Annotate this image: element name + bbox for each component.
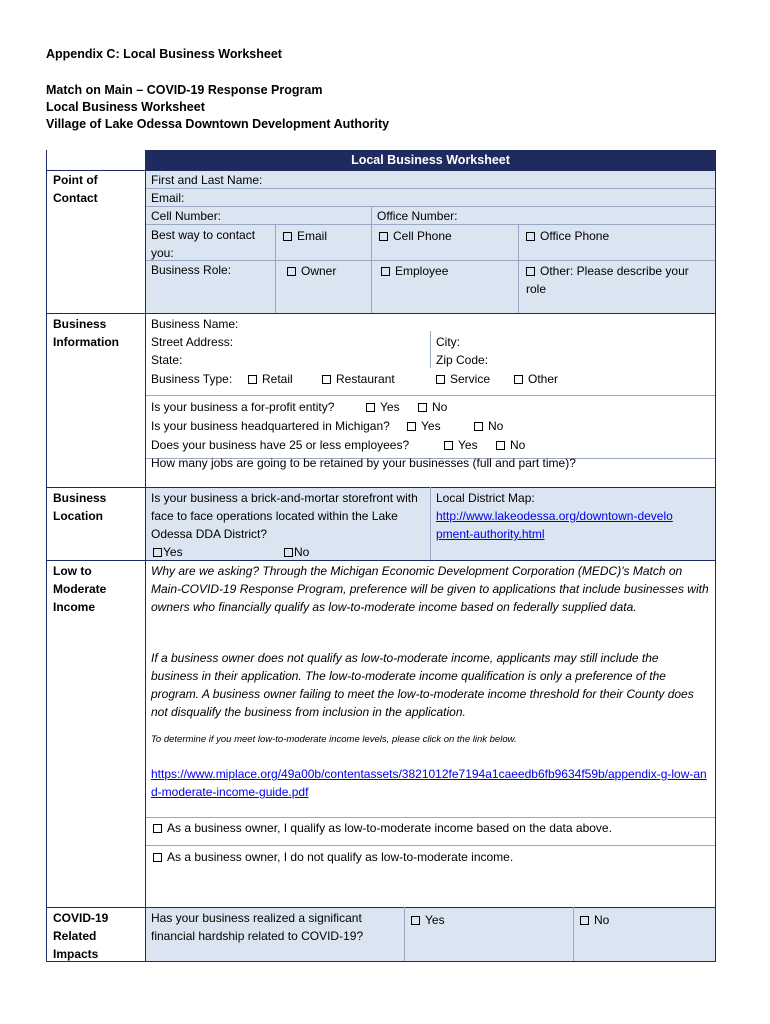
street-label: Street Address: <box>151 335 234 349</box>
income-why-paragraph: Why are we asking? Through the Michigan Economic Development Corporation (MEDC)'s Match on Main-COVID-19 Response Program, preference will be given to applications that include businesses with owners who financially qualify as low-to-moderate income based on federally supplied data. <box>151 564 709 614</box>
grid-line <box>145 817 716 818</box>
authority-title: Village of Lake Odessa Downtown Development Authority <box>46 117 390 131</box>
grid-line <box>46 150 47 962</box>
cell-field-label: Cell Number: <box>151 209 222 223</box>
covid-no[interactable]: No <box>580 911 609 929</box>
grid-line <box>430 487 431 560</box>
best-way-label: Best way to contact you: <box>151 228 256 260</box>
checkbox-icon[interactable] <box>526 232 535 241</box>
covid-label: COVID-19 Related Impacts <box>53 911 109 961</box>
contact-cell-option[interactable]: Cell Phone <box>379 227 452 245</box>
employees-yes[interactable]: Yes <box>444 436 478 454</box>
storefront-no[interactable]: No <box>284 543 309 561</box>
name-field-label: First and Last Name: <box>151 173 263 187</box>
checkbox-icon[interactable] <box>407 422 416 431</box>
checkbox-icon[interactable] <box>379 232 388 241</box>
checkbox-icon[interactable] <box>283 232 292 241</box>
checkbox-icon[interactable] <box>153 548 162 557</box>
profit-yes[interactable]: Yes <box>366 398 400 416</box>
profit-question: Is your business a for-profit entity? <box>151 400 335 414</box>
checkbox-icon[interactable] <box>153 824 162 833</box>
role-label: Business Role: <box>151 263 232 277</box>
covid-question: Has your business realized a significant financial hardship related to COVID-19? <box>151 911 364 943</box>
checkbox-icon[interactable] <box>322 375 331 384</box>
map-link-text[interactable]: http://www.lakeodessa.org/downtown-development-authority.html <box>436 509 673 541</box>
checkbox-icon[interactable] <box>366 403 375 412</box>
role-owner-option[interactable]: Owner <box>287 262 336 280</box>
income-guide-link[interactable] <box>151 765 711 801</box>
checkbox-icon[interactable] <box>381 267 390 276</box>
covid-yes[interactable]: Yes <box>411 911 445 929</box>
not-qualify-option[interactable]: As a business owner, I do not qualify as low-to-moderate income. <box>153 848 513 866</box>
contact-office-option[interactable]: Office Phone <box>526 227 609 245</box>
grid-line <box>404 907 405 961</box>
business-label: Business Information <box>53 317 119 349</box>
income-note: To determine if you meet low-to-moderate income levels, please click on the link below. <box>151 734 517 745</box>
grid-line <box>46 907 716 908</box>
type-service-option[interactable]: Service <box>436 370 490 388</box>
zip-label: Zip Code: <box>436 353 489 367</box>
grid-line <box>46 487 716 488</box>
jobs-question: How many jobs are going to be retained by your businesses (full and part time)? <box>151 456 576 470</box>
state-label: State: <box>151 353 183 367</box>
checkbox-icon[interactable] <box>284 548 293 557</box>
business-name-label: Business Name: <box>151 317 239 331</box>
checkbox-icon[interactable] <box>526 267 535 276</box>
office-field-label: Office Number: <box>377 209 458 223</box>
checkbox-icon[interactable] <box>436 375 445 384</box>
employees-no[interactable]: No <box>496 436 525 454</box>
email-field-label: Email: <box>151 191 185 205</box>
checkbox-icon[interactable] <box>411 916 420 925</box>
michigan-question: Is your business headquartered in Michigan? <box>151 419 390 433</box>
grid-line <box>715 150 716 962</box>
grid-line <box>46 961 716 962</box>
storefront-yes[interactable]: Yes <box>153 543 183 561</box>
map-link[interactable] <box>436 507 676 543</box>
storefront-question: Is your business a brick-and-mortar storefront with face to face operations located within the Lake Odessa DDA District? <box>151 491 418 541</box>
grid-line <box>145 845 716 846</box>
table-title: Local Business Worksheet <box>145 150 716 170</box>
checkbox-icon[interactable] <box>514 375 523 384</box>
checkbox-icon[interactable] <box>444 441 453 450</box>
grid-line <box>46 313 716 314</box>
grid-line <box>573 907 574 961</box>
worksheet-title: Local Business Worksheet <box>46 100 205 114</box>
appendix-title: Appendix C: Local Business Worksheet <box>46 47 282 61</box>
grid-line <box>371 206 372 313</box>
qualify-option[interactable]: As a business owner, I qualify as low-to-moderate income based on the data above. <box>153 819 612 837</box>
checkbox-icon[interactable] <box>287 267 296 276</box>
checkbox-icon[interactable] <box>153 853 162 862</box>
michigan-yes[interactable]: Yes <box>407 417 441 435</box>
location-label: Business Location <box>53 491 107 523</box>
contact-label: Point of Contact <box>53 173 98 205</box>
role-employee-option[interactable]: Employee <box>381 262 448 280</box>
checkbox-icon[interactable] <box>474 422 483 431</box>
income-preference-paragraph: If a business owner does not qualify as low-to-moderate income, applicants may still include the business in their application. The low-to-moderate income qualification is only a preference of the program. A business owner failing to meet the low-to-moderate income threshold for their County does not disqualify the business from inclusion in the application. <box>151 651 694 719</box>
grid-line <box>46 560 146 561</box>
checkbox-icon[interactable] <box>248 375 257 384</box>
grid-line <box>46 170 716 171</box>
role-other-option[interactable]: Other: Please describe your role <box>526 264 689 296</box>
contact-email-option[interactable]: Email <box>283 227 327 245</box>
grid-line <box>145 560 716 561</box>
type-other-option[interactable]: Other <box>514 370 558 388</box>
checkbox-icon[interactable] <box>418 403 427 412</box>
type-retail-option[interactable]: Retail <box>248 370 293 388</box>
income-label: Low to Moderate Income <box>53 564 107 614</box>
grid-line <box>430 331 431 368</box>
grid-line <box>145 150 146 962</box>
program-title: Match on Main – COVID-19 Response Program <box>46 83 323 97</box>
checkbox-icon[interactable] <box>580 916 589 925</box>
profit-no[interactable]: No <box>418 398 447 416</box>
checkbox-icon[interactable] <box>496 441 505 450</box>
employees-question: Does your business have 25 or less employees? <box>151 438 410 452</box>
grid-line <box>145 395 716 396</box>
business-type-label: Business Type: <box>151 372 233 386</box>
michigan-no[interactable]: No <box>474 417 503 435</box>
income-guide-link-text[interactable]: https://www.miplace.org/49a00b/contentassets/3821012fe7194a1caeedb6fb9634f59b/appendix-g-low-and-moderate-income-guide.pdf <box>151 767 707 799</box>
grid-line <box>275 224 276 313</box>
city-label: City: <box>436 335 460 349</box>
type-restaurant-option[interactable]: Restaurant <box>322 370 395 388</box>
grid-line <box>518 224 519 313</box>
map-label: Local District Map: <box>436 491 535 505</box>
